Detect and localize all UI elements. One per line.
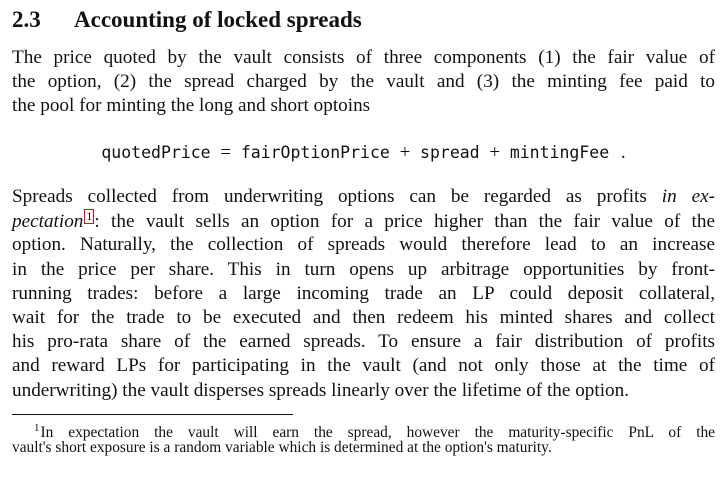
emphasis-text: pectation bbox=[12, 211, 84, 233]
emphasis-text: in ex- bbox=[661, 186, 715, 207]
paragraph-line bbox=[12, 185, 715, 209]
paragraph-line: running trades: before a large incoming trade an LP could deposit collateral, bbox=[12, 282, 715, 304]
footnote bbox=[12, 418, 715, 458]
equation-period: . bbox=[620, 142, 626, 163]
paragraph-line: his pro-rata share of the earned spreads. To ensure a fair distribution of profits bbox=[12, 331, 715, 353]
section-title: Accounting of locked spreads bbox=[74, 7, 362, 32]
paragraph-line: underwriting) the vault disperses spreads linearly over the lifetime of the option. bbox=[12, 379, 630, 401]
footnote-line bbox=[12, 418, 715, 441]
quoted-price-equation bbox=[12, 140, 715, 166]
equation-minting-fee: mintingFee bbox=[509, 143, 610, 162]
paragraph-line: option. Naturally, the collection of spreads would therefore lead to an increase bbox=[12, 234, 715, 256]
text-run: Spreads collected from underwriting options can be regarded as profits bbox=[12, 186, 647, 207]
equation-plus: + bbox=[489, 142, 501, 163]
equation-equals: = bbox=[220, 142, 232, 163]
footnote-line: vault's short exposure is a random variable which is determined at the option's maturity. bbox=[12, 439, 552, 456]
footnote-reference-link[interactable]: 1 bbox=[86, 209, 93, 224]
footnote-mark: 1 bbox=[34, 422, 40, 434]
text-run: In expectation the vault will earn the spread, however the maturity-specific PnL of the bbox=[40, 424, 715, 441]
text-run: : the vault sells an option for a price higher than the fair value of the bbox=[94, 211, 715, 233]
paragraph-line: the pool for minting the long and short optoins bbox=[12, 95, 371, 117]
paragraph-line: and reward LPs for participating in the vault (and not only those at the time of bbox=[12, 355, 715, 377]
equation-lhs: quotedPrice bbox=[101, 143, 211, 162]
paragraph-line bbox=[12, 209, 715, 233]
footnote-divider bbox=[12, 414, 293, 415]
paragraph-line: the option, (2) the spread charged by the vault and (3) the minting fee paid to bbox=[12, 71, 715, 93]
equation-plus: + bbox=[399, 142, 411, 163]
section-heading bbox=[12, 4, 715, 36]
equation-fair-option-price: fairOptionPrice bbox=[240, 143, 390, 162]
paragraph-line: in the price per share. This in turn opens up arbitrage opportunities by front- bbox=[12, 258, 715, 280]
equation-spread: spread bbox=[420, 143, 480, 162]
paragraph-line: The price quoted by the vault consists of three components (1) the fair value of bbox=[12, 47, 715, 68]
paragraph-spreads bbox=[12, 185, 715, 403]
paragraph-line: wait for the trade to be executed and then redeem his minted shares and collect bbox=[12, 306, 715, 328]
section-number: 2.3 bbox=[12, 7, 41, 32]
paragraph-intro bbox=[12, 46, 715, 119]
